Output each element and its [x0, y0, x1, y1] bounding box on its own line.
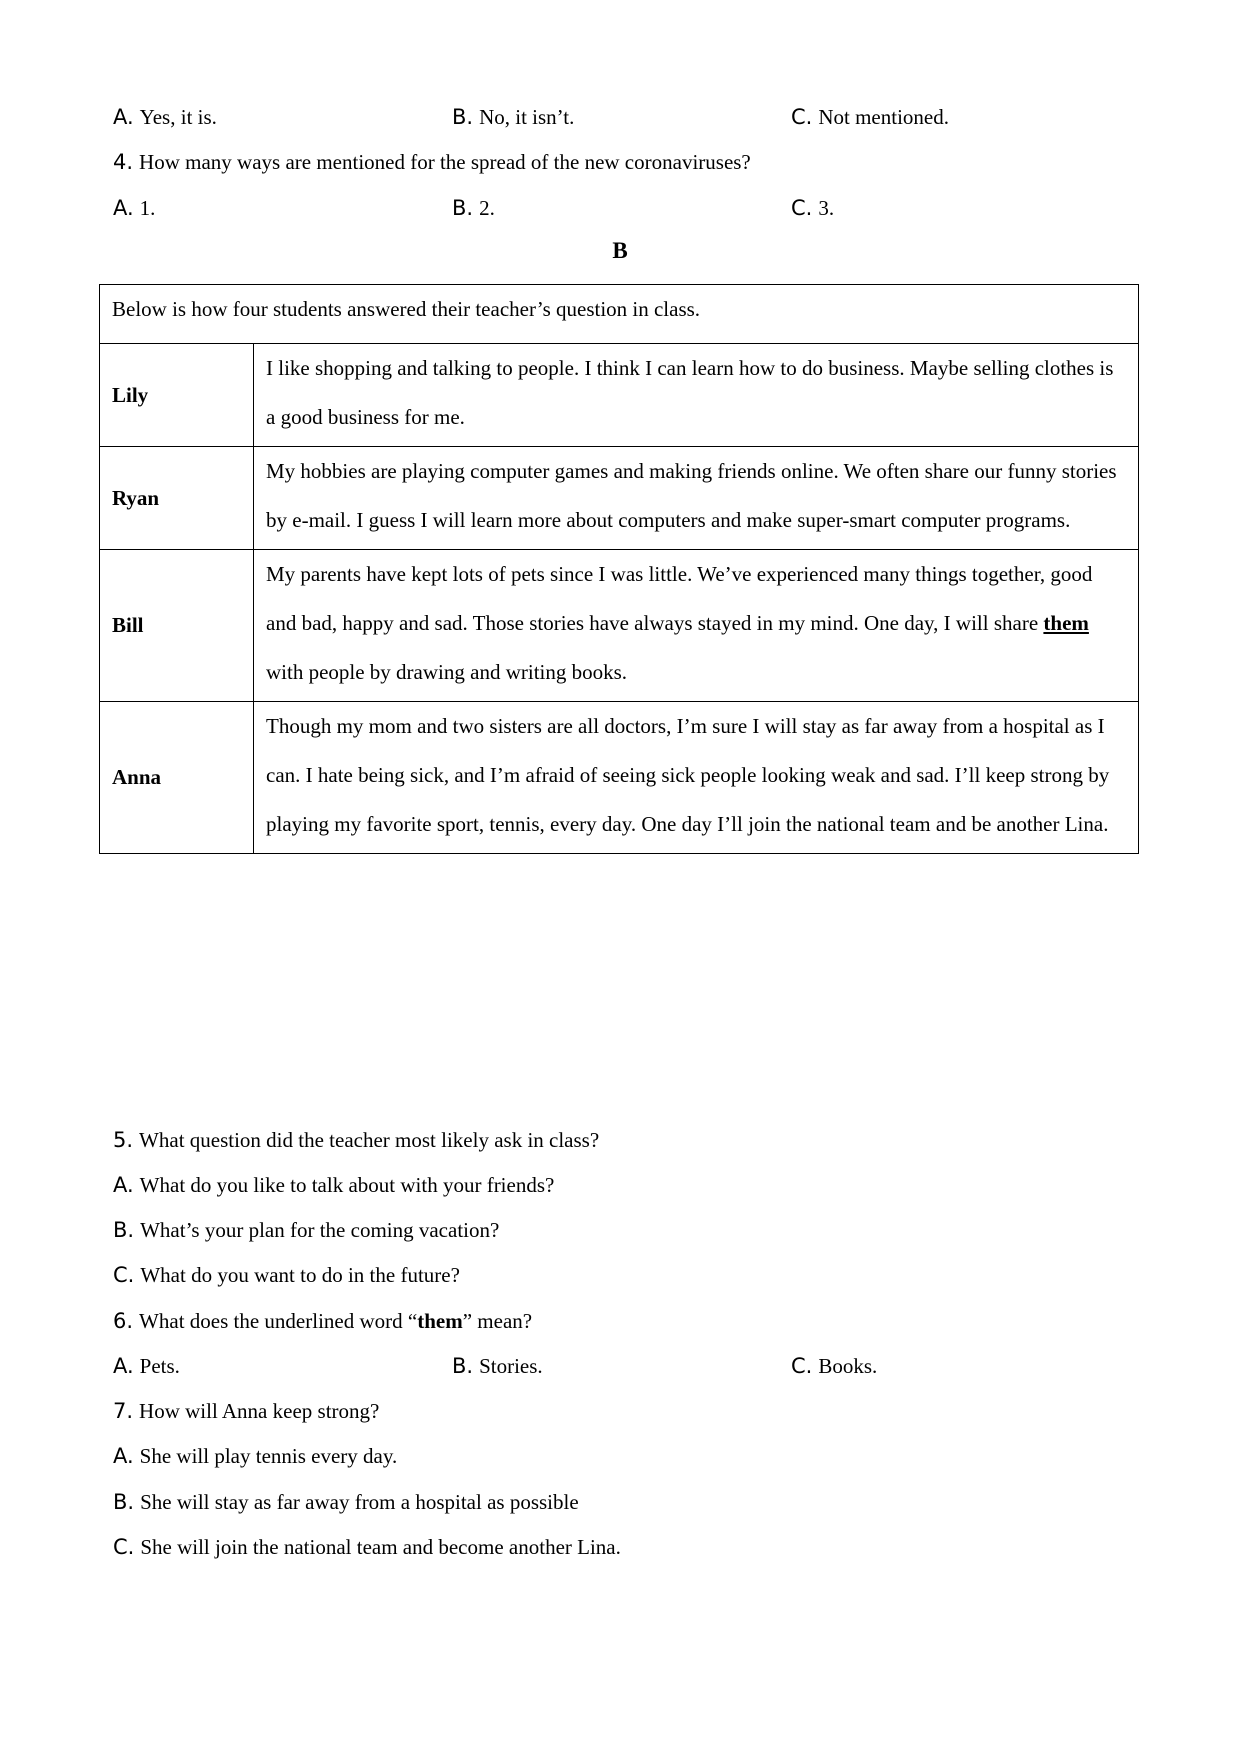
q7-option-b[interactable]: B. She will stay as far away from a hospital as possible [113, 1490, 579, 1514]
option-a[interactable]: A. 1. [113, 196, 156, 220]
question-5 [113, 1124, 599, 1156]
q7-option-a[interactable]: A. She will play tennis every day. [113, 1444, 398, 1468]
section-heading: B [612, 238, 628, 263]
intro-row [100, 285, 1139, 344]
option-a[interactable]: A. Pets. [113, 1354, 180, 1378]
question-text: What question did the teacher most likely ask in class? [139, 1128, 600, 1152]
q5-option-c[interactable]: C. What do you want to do in the future? [113, 1263, 460, 1287]
question-number: 7. [113, 1399, 134, 1423]
question-7 [113, 1395, 379, 1427]
question-number: 5. [113, 1128, 134, 1152]
passage-intro: Below is how four students answered their teacher’s question in class. [100, 285, 1139, 344]
student-name: Anna [100, 702, 254, 854]
student-row-anna [100, 702, 1139, 854]
student-answer: My parents have kept lots of pets since I was little. We’ve experienced many things together, good and bad, happy and sad. Those stories have always stayed in my mind. One day, I will share them with people by drawing and writing books. [254, 550, 1139, 702]
option-a[interactable]: A. Yes, it is. [113, 105, 217, 129]
student-name: Bill [100, 550, 254, 702]
option-b[interactable]: B. No, it isn’t. [452, 105, 575, 129]
option-c[interactable]: C. Books. [791, 1354, 878, 1378]
option-b[interactable]: B. 2. [452, 196, 495, 220]
student-row-lily [100, 344, 1139, 447]
question-6: 6. What does the underlined word “them” mean? [113, 1309, 533, 1333]
q7-option-c[interactable]: C. She will join the national team and become another Lina. [113, 1535, 621, 1559]
student-answer: I like shopping and talking to people. I think I can learn how to do business. Maybe selling clothes is a good business for me. [254, 344, 1139, 447]
student-name: Ryan [100, 447, 254, 550]
student-row-ryan [100, 447, 1139, 550]
student-answer: Though my mom and two sisters are all doctors, I’m sure I will stay as far away from a hospital as I can. I hate being sick, and I’m afraid of seeing sick people looking weak and sad. I’ll keep strong by playing my favorite sport, tennis, every day. One day I’ll join the national team and be another Lina. [254, 702, 1139, 854]
option-c[interactable]: C. 3. [791, 196, 835, 220]
student-row-bill [100, 550, 1139, 702]
question-number: 6. [113, 1309, 134, 1333]
option-c[interactable]: C. Not mentioned. [791, 105, 949, 129]
question-number: 4. [113, 150, 134, 174]
student-name: Lily [100, 344, 254, 447]
question-4 [113, 146, 751, 178]
bold-word: them [417, 1309, 463, 1333]
student-answer: My hobbies are playing computer games and making friends online. We often share our funny stories by e-mail. I guess I will learn more about computers and make super-smart computer programs. [254, 447, 1139, 550]
option-b[interactable]: B. Stories. [452, 1354, 543, 1378]
underlined-word: them [1043, 611, 1089, 635]
question-text: How many ways are mentioned for the spread of the new coronaviruses? [139, 150, 751, 174]
q5-option-b[interactable]: B. What’s your plan for the coming vacation? [113, 1218, 500, 1242]
q5-option-a[interactable]: A. What do you like to talk about with your friends? [113, 1173, 555, 1197]
passage-table [99, 284, 1139, 854]
question-text: How will Anna keep strong? [139, 1399, 380, 1423]
